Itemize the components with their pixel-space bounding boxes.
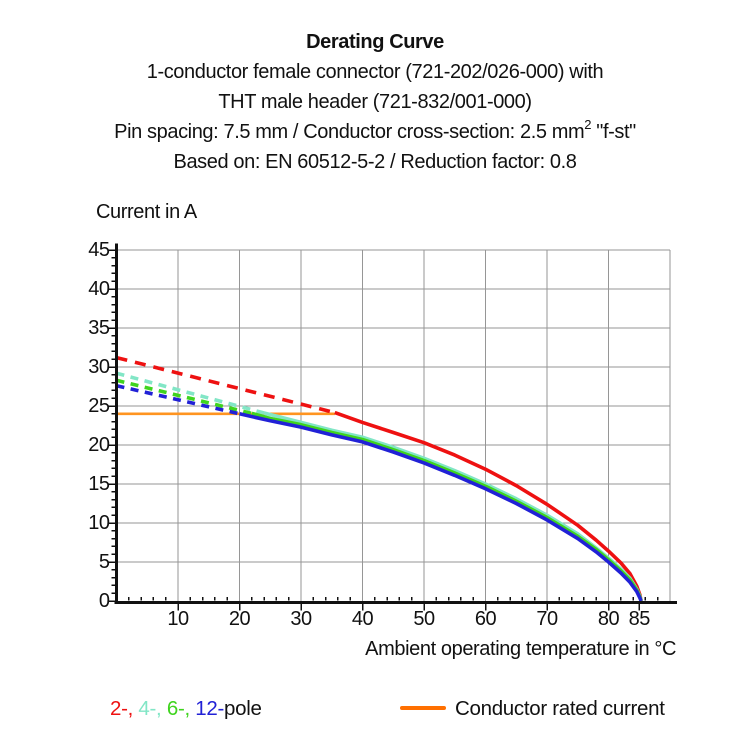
superscript-2: 2 [584,117,592,133]
y-axis-title: Current in A [96,201,197,223]
x-tick-label: 40 [351,608,374,630]
y-tick-label: 30 [88,356,110,378]
x-tick-label: 10 [167,608,189,630]
y-tick-label: 35 [88,317,110,339]
x-tick-label: 60 [474,608,497,630]
x-tick-label: 30 [290,608,312,630]
x-tick-label: 20 [228,608,251,630]
series-12-pole-solid [240,414,642,601]
chart-subtitle-spec: Pin spacing: 7.5 mm / Conductor cross-section: 2.5 $mm^2$ "f-st" [114,117,636,143]
series-4-pole-derated-dashed [117,373,265,413]
pole-legend-item-6: 6-, [166,697,196,720]
chart-subtitle-header: THT male header (721-832/001-000) [218,91,532,113]
x-tick-label: 50 [413,608,435,630]
y-tick-label: 20 [88,434,110,456]
y-tick-label: 40 [88,278,110,300]
pole-legend-suffix: pole [224,697,262,720]
series-4-pole-solid [264,413,641,601]
y-tick-label: 5 [98,551,110,573]
rated-current-label: Conductor rated current [455,697,665,720]
chart-subtitle-standard: Based on: EN 60512-5-2 / Reduction factor: 0.8 [173,151,577,173]
series-6-pole-solid [252,413,641,601]
rated-current-line-sample [400,706,446,710]
y-tick-label: 45 [88,239,110,261]
x-tick-label: 70 [536,608,558,630]
pole-legend [110,697,262,721]
rated-current-legend [400,697,665,721]
series-2-pole-solid [335,413,641,601]
chart-subtitle-connector: 1-conductor female connector (721-202/026-000) with [146,61,604,83]
x-tick-label: 85 [628,608,650,630]
y-tick-label: 25 [88,395,110,417]
series-2-pole-derated-dashed [117,358,335,413]
pole-legend-item-2: 2-, [110,697,139,720]
y-tick-label: 15 [88,473,110,495]
x-axis-title: Ambient operating temperature in °C [365,638,676,660]
chart-title: Derating Curve [306,31,444,53]
pole-legend-item-4: 4-, [138,697,167,720]
y-tick-label: 0 [98,590,110,612]
y-tick-label: 10 [88,512,110,534]
x-tick-label: 80 [597,608,620,630]
pole-legend-item-12: 12- [195,697,224,720]
